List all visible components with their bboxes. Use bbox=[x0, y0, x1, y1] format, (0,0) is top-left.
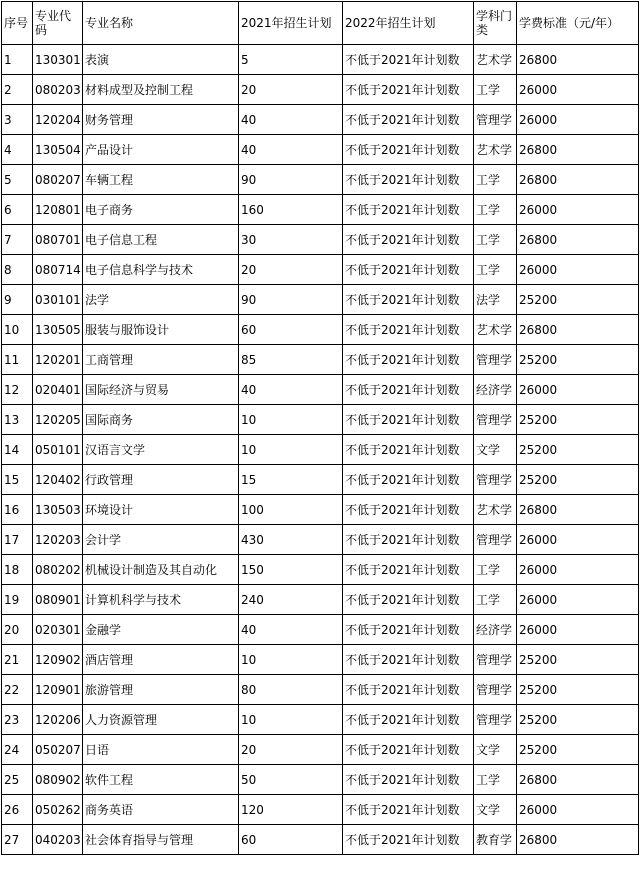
cell-code: 120206 bbox=[33, 705, 83, 735]
cell-name: 日语 bbox=[83, 735, 239, 765]
cell-plan-2022: 不低于2021年计划数 bbox=[343, 825, 474, 855]
cell-category: 工学 bbox=[474, 195, 517, 225]
cell-plan-2021: 60 bbox=[239, 315, 343, 345]
cell-category: 工学 bbox=[474, 555, 517, 585]
cell-plan-2021: 90 bbox=[239, 165, 343, 195]
cell-category: 管理学 bbox=[474, 705, 517, 735]
cell-plan-2021: 10 bbox=[239, 705, 343, 735]
cell-plan-2022: 不低于2021年计划数 bbox=[343, 465, 474, 495]
cell-category: 工学 bbox=[474, 225, 517, 255]
header-plan-2022: 2022年招生计划 bbox=[343, 2, 474, 45]
table-row bbox=[2, 405, 639, 435]
cell-category: 艺术学 bbox=[474, 315, 517, 345]
cell-seq: 18 bbox=[2, 555, 33, 585]
cell-fee: 25200 bbox=[517, 705, 639, 735]
cell-name: 国际经济与贸易 bbox=[83, 375, 239, 405]
cell-name: 商务英语 bbox=[83, 795, 239, 825]
cell-category: 管理学 bbox=[474, 345, 517, 375]
cell-category: 教育学 bbox=[474, 825, 517, 855]
cell-name: 会计学 bbox=[83, 525, 239, 555]
cell-code: 080203 bbox=[33, 75, 83, 105]
cell-plan-2021: 5 bbox=[239, 45, 343, 75]
cell-fee: 26000 bbox=[517, 375, 639, 405]
table-body bbox=[2, 45, 639, 855]
table-row bbox=[2, 225, 639, 255]
cell-fee: 26000 bbox=[517, 585, 639, 615]
cell-plan-2022: 不低于2021年计划数 bbox=[343, 165, 474, 195]
cell-plan-2021: 100 bbox=[239, 495, 343, 525]
cell-fee: 25200 bbox=[517, 345, 639, 375]
cell-fee: 25200 bbox=[517, 405, 639, 435]
cell-plan-2021: 40 bbox=[239, 105, 343, 135]
cell-seq: 5 bbox=[2, 165, 33, 195]
cell-plan-2022: 不低于2021年计划数 bbox=[343, 645, 474, 675]
enrollment-plan-table bbox=[1, 1, 639, 855]
cell-name: 机械设计制造及其自动化 bbox=[83, 555, 239, 585]
cell-plan-2021: 10 bbox=[239, 405, 343, 435]
cell-fee: 26000 bbox=[517, 195, 639, 225]
cell-category: 工学 bbox=[474, 75, 517, 105]
header-fee: 学费标准（元/年） bbox=[517, 2, 639, 45]
table-row bbox=[2, 495, 639, 525]
table-row bbox=[2, 825, 639, 855]
cell-code: 130503 bbox=[33, 495, 83, 525]
cell-name: 法学 bbox=[83, 285, 239, 315]
header-seq: 序号 bbox=[2, 2, 33, 45]
cell-plan-2021: 20 bbox=[239, 255, 343, 285]
cell-plan-2021: 15 bbox=[239, 465, 343, 495]
cell-fee: 26800 bbox=[517, 825, 639, 855]
cell-plan-2021: 10 bbox=[239, 435, 343, 465]
table-row bbox=[2, 45, 639, 75]
cell-plan-2021: 85 bbox=[239, 345, 343, 375]
cell-category: 文学 bbox=[474, 795, 517, 825]
cell-seq: 19 bbox=[2, 585, 33, 615]
cell-name: 产品设计 bbox=[83, 135, 239, 165]
cell-name: 人力资源管理 bbox=[83, 705, 239, 735]
table-row bbox=[2, 435, 639, 465]
cell-plan-2021: 60 bbox=[239, 825, 343, 855]
cell-plan-2022: 不低于2021年计划数 bbox=[343, 435, 474, 465]
cell-plan-2021: 10 bbox=[239, 645, 343, 675]
cell-code: 130505 bbox=[33, 315, 83, 345]
cell-category: 法学 bbox=[474, 285, 517, 315]
cell-plan-2021: 40 bbox=[239, 615, 343, 645]
cell-plan-2021: 50 bbox=[239, 765, 343, 795]
cell-code: 080901 bbox=[33, 585, 83, 615]
cell-plan-2021: 430 bbox=[239, 525, 343, 555]
cell-fee: 25200 bbox=[517, 465, 639, 495]
cell-category: 艺术学 bbox=[474, 45, 517, 75]
cell-code: 120201 bbox=[33, 345, 83, 375]
cell-seq: 24 bbox=[2, 735, 33, 765]
cell-plan-2022: 不低于2021年计划数 bbox=[343, 195, 474, 225]
cell-code: 080202 bbox=[33, 555, 83, 585]
cell-seq: 23 bbox=[2, 705, 33, 735]
cell-plan-2022: 不低于2021年计划数 bbox=[343, 285, 474, 315]
cell-code: 120402 bbox=[33, 465, 83, 495]
cell-name: 计算机科学与技术 bbox=[83, 585, 239, 615]
cell-code: 120205 bbox=[33, 405, 83, 435]
table-row bbox=[2, 135, 639, 165]
cell-fee: 26000 bbox=[517, 795, 639, 825]
header-row bbox=[2, 2, 639, 45]
cell-name: 酒店管理 bbox=[83, 645, 239, 675]
cell-code: 020401 bbox=[33, 375, 83, 405]
cell-seq: 26 bbox=[2, 795, 33, 825]
cell-plan-2021: 240 bbox=[239, 585, 343, 615]
cell-name: 电子信息科学与技术 bbox=[83, 255, 239, 285]
cell-plan-2022: 不低于2021年计划数 bbox=[343, 615, 474, 645]
table-row bbox=[2, 795, 639, 825]
cell-fee: 26800 bbox=[517, 765, 639, 795]
table-row bbox=[2, 105, 639, 135]
cell-code: 080714 bbox=[33, 255, 83, 285]
cell-name: 工商管理 bbox=[83, 345, 239, 375]
cell-seq: 25 bbox=[2, 765, 33, 795]
cell-code: 080701 bbox=[33, 225, 83, 255]
cell-seq: 3 bbox=[2, 105, 33, 135]
cell-plan-2022: 不低于2021年计划数 bbox=[343, 795, 474, 825]
cell-category: 管理学 bbox=[474, 105, 517, 135]
cell-seq: 16 bbox=[2, 495, 33, 525]
cell-fee: 25200 bbox=[517, 435, 639, 465]
cell-fee: 26000 bbox=[517, 615, 639, 645]
cell-fee: 26000 bbox=[517, 255, 639, 285]
cell-plan-2022: 不低于2021年计划数 bbox=[343, 555, 474, 585]
table-row bbox=[2, 525, 639, 555]
cell-code: 030101 bbox=[33, 285, 83, 315]
cell-plan-2022: 不低于2021年计划数 bbox=[343, 765, 474, 795]
cell-plan-2022: 不低于2021年计划数 bbox=[343, 225, 474, 255]
cell-name: 材料成型及控制工程 bbox=[83, 75, 239, 105]
cell-category: 工学 bbox=[474, 255, 517, 285]
cell-seq: 12 bbox=[2, 375, 33, 405]
cell-category: 管理学 bbox=[474, 525, 517, 555]
cell-seq: 1 bbox=[2, 45, 33, 75]
table-row bbox=[2, 255, 639, 285]
cell-code: 020301 bbox=[33, 615, 83, 645]
cell-plan-2022: 不低于2021年计划数 bbox=[343, 705, 474, 735]
table-row bbox=[2, 75, 639, 105]
cell-seq: 27 bbox=[2, 825, 33, 855]
table-row bbox=[2, 645, 639, 675]
cell-seq: 22 bbox=[2, 675, 33, 705]
table-row bbox=[2, 465, 639, 495]
header-category: 学科门类 bbox=[474, 2, 517, 45]
cell-code: 120901 bbox=[33, 675, 83, 705]
cell-code: 120203 bbox=[33, 525, 83, 555]
cell-seq: 10 bbox=[2, 315, 33, 345]
cell-plan-2021: 90 bbox=[239, 285, 343, 315]
cell-plan-2022: 不低于2021年计划数 bbox=[343, 405, 474, 435]
cell-code: 040203 bbox=[33, 825, 83, 855]
cell-category: 艺术学 bbox=[474, 495, 517, 525]
cell-plan-2022: 不低于2021年计划数 bbox=[343, 105, 474, 135]
cell-category: 管理学 bbox=[474, 465, 517, 495]
cell-name: 社会体育指导与管理 bbox=[83, 825, 239, 855]
cell-seq: 14 bbox=[2, 435, 33, 465]
cell-category: 艺术学 bbox=[474, 135, 517, 165]
cell-name: 电子信息工程 bbox=[83, 225, 239, 255]
cell-plan-2021: 40 bbox=[239, 375, 343, 405]
cell-name: 汉语言文学 bbox=[83, 435, 239, 465]
table-row bbox=[2, 765, 639, 795]
table-row bbox=[2, 585, 639, 615]
cell-plan-2022: 不低于2021年计划数 bbox=[343, 315, 474, 345]
table-row bbox=[2, 705, 639, 735]
cell-fee: 26800 bbox=[517, 45, 639, 75]
table-row bbox=[2, 345, 639, 375]
cell-code: 130301 bbox=[33, 45, 83, 75]
table-row bbox=[2, 285, 639, 315]
cell-code: 080207 bbox=[33, 165, 83, 195]
cell-fee: 25200 bbox=[517, 675, 639, 705]
cell-category: 管理学 bbox=[474, 645, 517, 675]
cell-fee: 26800 bbox=[517, 135, 639, 165]
cell-plan-2022: 不低于2021年计划数 bbox=[343, 345, 474, 375]
cell-name: 软件工程 bbox=[83, 765, 239, 795]
cell-plan-2022: 不低于2021年计划数 bbox=[343, 525, 474, 555]
cell-fee: 26800 bbox=[517, 165, 639, 195]
cell-code: 130504 bbox=[33, 135, 83, 165]
cell-seq: 21 bbox=[2, 645, 33, 675]
cell-plan-2021: 20 bbox=[239, 735, 343, 765]
table-row bbox=[2, 375, 639, 405]
cell-plan-2021: 160 bbox=[239, 195, 343, 225]
cell-name: 国际商务 bbox=[83, 405, 239, 435]
cell-plan-2021: 20 bbox=[239, 75, 343, 105]
cell-code: 050101 bbox=[33, 435, 83, 465]
cell-name: 金融学 bbox=[83, 615, 239, 645]
header-name: 专业名称 bbox=[83, 2, 239, 45]
table-row bbox=[2, 195, 639, 225]
table-row bbox=[2, 735, 639, 765]
cell-seq: 2 bbox=[2, 75, 33, 105]
cell-fee: 26000 bbox=[517, 525, 639, 555]
cell-fee: 26000 bbox=[517, 555, 639, 585]
cell-plan-2022: 不低于2021年计划数 bbox=[343, 495, 474, 525]
cell-name: 表演 bbox=[83, 45, 239, 75]
cell-seq: 4 bbox=[2, 135, 33, 165]
cell-category: 工学 bbox=[474, 165, 517, 195]
cell-category: 经济学 bbox=[474, 615, 517, 645]
cell-fee: 25200 bbox=[517, 735, 639, 765]
cell-plan-2022: 不低于2021年计划数 bbox=[343, 75, 474, 105]
cell-seq: 13 bbox=[2, 405, 33, 435]
cell-category: 工学 bbox=[474, 765, 517, 795]
cell-plan-2021: 150 bbox=[239, 555, 343, 585]
cell-plan-2021: 80 bbox=[239, 675, 343, 705]
cell-category: 工学 bbox=[474, 585, 517, 615]
cell-seq: 17 bbox=[2, 525, 33, 555]
cell-name: 行政管理 bbox=[83, 465, 239, 495]
cell-seq: 7 bbox=[2, 225, 33, 255]
cell-code: 120801 bbox=[33, 195, 83, 225]
table-row bbox=[2, 555, 639, 585]
header-plan-2021: 2021年招生计划 bbox=[239, 2, 343, 45]
cell-plan-2021: 40 bbox=[239, 135, 343, 165]
cell-plan-2021: 30 bbox=[239, 225, 343, 255]
cell-plan-2022: 不低于2021年计划数 bbox=[343, 375, 474, 405]
cell-seq: 11 bbox=[2, 345, 33, 375]
cell-seq: 6 bbox=[2, 195, 33, 225]
cell-plan-2022: 不低于2021年计划数 bbox=[343, 255, 474, 285]
table-row bbox=[2, 315, 639, 345]
cell-name: 服装与服饰设计 bbox=[83, 315, 239, 345]
cell-plan-2022: 不低于2021年计划数 bbox=[343, 135, 474, 165]
cell-fee: 25200 bbox=[517, 645, 639, 675]
cell-seq: 15 bbox=[2, 465, 33, 495]
cell-code: 050207 bbox=[33, 735, 83, 765]
cell-seq: 9 bbox=[2, 285, 33, 315]
cell-category: 文学 bbox=[474, 435, 517, 465]
cell-seq: 20 bbox=[2, 615, 33, 645]
cell-category: 管理学 bbox=[474, 675, 517, 705]
cell-plan-2021: 120 bbox=[239, 795, 343, 825]
cell-name: 电子商务 bbox=[83, 195, 239, 225]
cell-fee: 26000 bbox=[517, 105, 639, 135]
cell-plan-2022: 不低于2021年计划数 bbox=[343, 585, 474, 615]
cell-code: 080902 bbox=[33, 765, 83, 795]
cell-code: 120902 bbox=[33, 645, 83, 675]
header-code: 专业代码 bbox=[33, 2, 83, 45]
cell-code: 120204 bbox=[33, 105, 83, 135]
table-row bbox=[2, 675, 639, 705]
cell-category: 文学 bbox=[474, 735, 517, 765]
cell-name: 环境设计 bbox=[83, 495, 239, 525]
cell-plan-2022: 不低于2021年计划数 bbox=[343, 675, 474, 705]
cell-name: 旅游管理 bbox=[83, 675, 239, 705]
cell-plan-2022: 不低于2021年计划数 bbox=[343, 735, 474, 765]
cell-fee: 26800 bbox=[517, 315, 639, 345]
table-row bbox=[2, 165, 639, 195]
cell-category: 经济学 bbox=[474, 375, 517, 405]
cell-fee: 26000 bbox=[517, 75, 639, 105]
table-row bbox=[2, 615, 639, 645]
cell-category: 管理学 bbox=[474, 405, 517, 435]
cell-name: 车辆工程 bbox=[83, 165, 239, 195]
cell-name: 财务管理 bbox=[83, 105, 239, 135]
cell-plan-2022: 不低于2021年计划数 bbox=[343, 45, 474, 75]
cell-fee: 26800 bbox=[517, 495, 639, 525]
cell-fee: 26800 bbox=[517, 225, 639, 255]
cell-code: 050262 bbox=[33, 795, 83, 825]
cell-fee: 25200 bbox=[517, 285, 639, 315]
cell-seq: 8 bbox=[2, 255, 33, 285]
